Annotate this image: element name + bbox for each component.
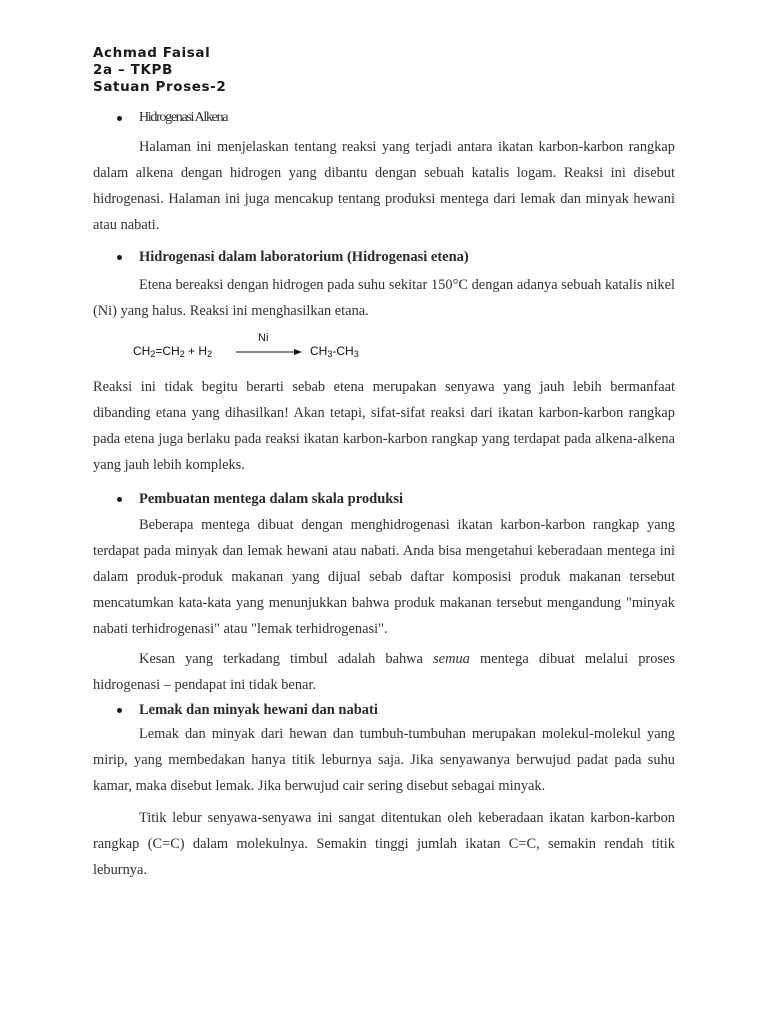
bullet-icon (117, 116, 122, 121)
paragraph: Lemak dan minyak dari hewan dan tumbuh-tumbuhan merupakan molekul-molekul yang mirip, yang membedakan hanya titik leburnya saja. Jika senyawanya berwujud padat pada suhu kamar, maka disebut lemak. Jika berwujud cair sering disebut sebagai minyak. (93, 726, 675, 794)
paragraph: Reaksi ini tidak begitu berarti sebab etena merupakan senyawa yang jauh lebih bermanfaat dibanding etana yang dihasilkan! Akan tetapi, sifat-sifat reaksi dari ikatan karbon-karbon rangkap pada etena juga berlaku pada reaksi ikatan karbon-karbon rangkap yang terdapat pada alkena-alkena yang jauh lebih kompleks. (93, 379, 675, 473)
course-label: Satuan Proses-2 (93, 79, 227, 95)
catalyst-label: Ni (258, 332, 269, 344)
section-heading-hidrogenasi-laboratorium (117, 249, 469, 266)
class-label: 2a – TKPB (93, 62, 173, 78)
product: $CH_3-CH_3$ (310, 344, 359, 359)
section-title: Hidrogenasi Alkena (139, 110, 228, 125)
paragraph: Titik lebur senyawa-senyawa ini sangat ditentukan oleh keberadaan ikatan karbon-karbon rangkap (C=C) dalam molekulnya. Semakin tinggi jumlah ikatan C=C, semakin rendah titik leburnya. (93, 810, 675, 878)
paragraph: Etena bereaksi dengan hidrogen pada suhu sekitar 150°C dengan adanya sebuah katalis nikel (Ni) yang halus. Reaksi ini menghasilkan etana. (93, 277, 675, 319)
emphasis-word: semua (433, 651, 470, 667)
reaction-arrow-icon (236, 347, 302, 357)
paragraph: Halaman ini menjelaskan tentang reaksi yang terjadi antara ikatan karbon-karbon rangkap dalam alkena dengan hidrogen yang dibantu dengan sebuah katalis logam. Reaksi ini disebut hidrogenasi. Halaman ini juga mencakup tentang produksi mentega dari lemak dan minyak hewani atau nabati. (93, 139, 675, 233)
section-title: Pembuatan mentega dalam skala produksi (139, 491, 403, 507)
bullet-icon (117, 255, 122, 260)
paragraph: Beberapa mentega dibuat dengan menghidrogenasi ikatan karbon-karbon rangkap yang terdapat pada minyak dan lemak hewani atau nabati. Anda bisa mengetahui keberadaan mentega ini dalam produk-produk makanan yang dijual sebab daftar komposisi produk makanan tersebut mencatumkan kata-kata yang menunjukkan bahwa produk makanan tersebut mengandung "minyak nabati terhidrogenasi" atau "lemak terhidrogenasi". (93, 517, 675, 637)
paragraph-semua: Kesan yang terkadang timbul adalah bahwa semua mentega dibuat melalui proses hidrogenasi – pendapat ini tidak benar. (93, 651, 675, 693)
reactants: $CH_2=CH_2 + H_2$ (133, 344, 213, 359)
section-title: Hidrogenasi dalam laboratorium (Hidrogenasi etena) (139, 249, 469, 265)
author-name: Achmad Faisal (93, 45, 211, 61)
reaction-equation (133, 332, 373, 360)
section-title: Lemak dan minyak hewani dan nabati (139, 702, 378, 718)
section-heading-lemak-minyak (117, 702, 378, 719)
section-heading-hidrogenasi-alkena (117, 110, 227, 126)
section-heading-pembuatan-mentega (117, 491, 403, 508)
bullet-icon (117, 708, 122, 713)
bullet-icon (117, 497, 122, 502)
